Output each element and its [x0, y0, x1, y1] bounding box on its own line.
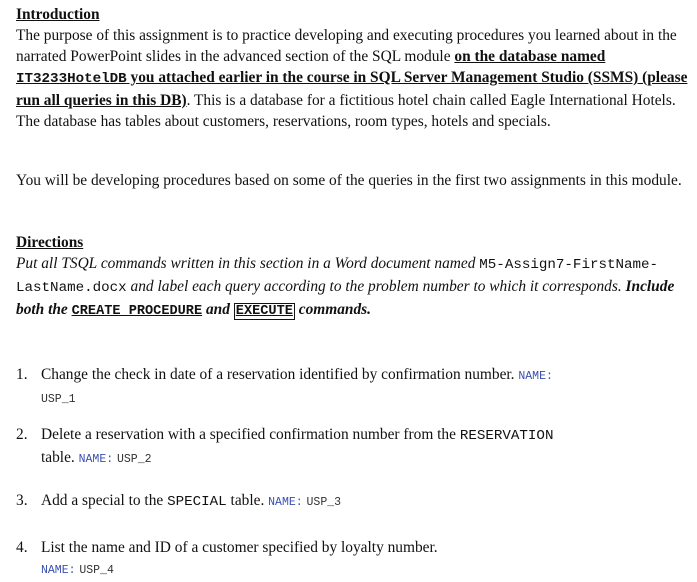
intro-db-text-2: you attached earlier in the course in SQL Server Management Studio (SSMS) (please run all queries in this DB) — [16, 69, 688, 109]
list-item — [16, 364, 688, 410]
procedure-name: USP_1 — [41, 393, 76, 406]
item-number: 1. — [16, 366, 28, 383]
database-name: IT3233HotelDB — [16, 71, 127, 87]
item-text: Delete a reservation with a specified confirmation number from the — [41, 426, 460, 443]
item-text: Change the check in date of a reservation identified by confirmation number. — [41, 366, 519, 383]
name-label: NAME: — [78, 453, 114, 466]
introduction-paragraph — [16, 25, 688, 132]
directions-text-b: and label each query according to the problem number to which it corresponds. — [126, 278, 626, 295]
introduction-heading: Introduction — [16, 6, 100, 23]
item-text: List the name and ID of a customer specified by loyalty number. — [41, 539, 438, 556]
directions-and: and — [202, 301, 234, 318]
directions-text-a: Put all TSQL commands written in this section in a Word document named — [16, 255, 480, 272]
item-number: 4. — [16, 539, 28, 556]
directions-section — [16, 232, 688, 323]
item-text-b: table. — [226, 492, 269, 509]
directions-text-c: Include both the — [16, 278, 675, 318]
execute-keyword: EXECUTE — [235, 304, 293, 319]
directions-paragraph — [16, 253, 688, 323]
document-filename: M5-Assign7-FirstName-LastName.docx — [16, 257, 659, 296]
item-number: 3. — [16, 492, 28, 509]
item-text: Add a special to the — [41, 492, 168, 509]
name-label: NAME: — [268, 496, 303, 509]
procedure-name: USP_3 — [306, 496, 342, 509]
introduction-section — [16, 4, 688, 132]
name-label: NAME: — [41, 564, 76, 577]
item-number: 2. — [16, 426, 28, 443]
directions-text-d: commands. — [294, 301, 371, 318]
table-name: RESERVATION — [459, 428, 554, 444]
list-item — [16, 424, 688, 470]
list-item — [16, 537, 688, 581]
name-label: NAME: — [518, 370, 553, 383]
list-item — [16, 490, 688, 513]
intro-db-text-1: on the database named — [454, 48, 606, 65]
intro-text-c: . This is a database for a fictitious hotel chain called Eagle International Hotels. The database has tables about customers, reservations, room types, hotels and specials. — [16, 92, 676, 130]
intro-second-paragraph: You will be developing procedures based on some of the queries in the first two assignments in this module. — [16, 172, 682, 189]
item-text-b: table. — [41, 449, 79, 466]
directions-heading: Directions — [16, 234, 84, 251]
table-name: SPECIAL — [167, 494, 227, 510]
create-procedure-keyword: CREATE PROCEDURE — [71, 304, 203, 319]
procedure-name: USP_4 — [79, 564, 114, 577]
procedure-name: USP_2 — [116, 453, 152, 466]
intro-text-a: The purpose of this assignment is to practice developing and executing procedures you learned about in the narrated PowerPoint slides in the advanced section of the SQL module — [16, 27, 677, 65]
